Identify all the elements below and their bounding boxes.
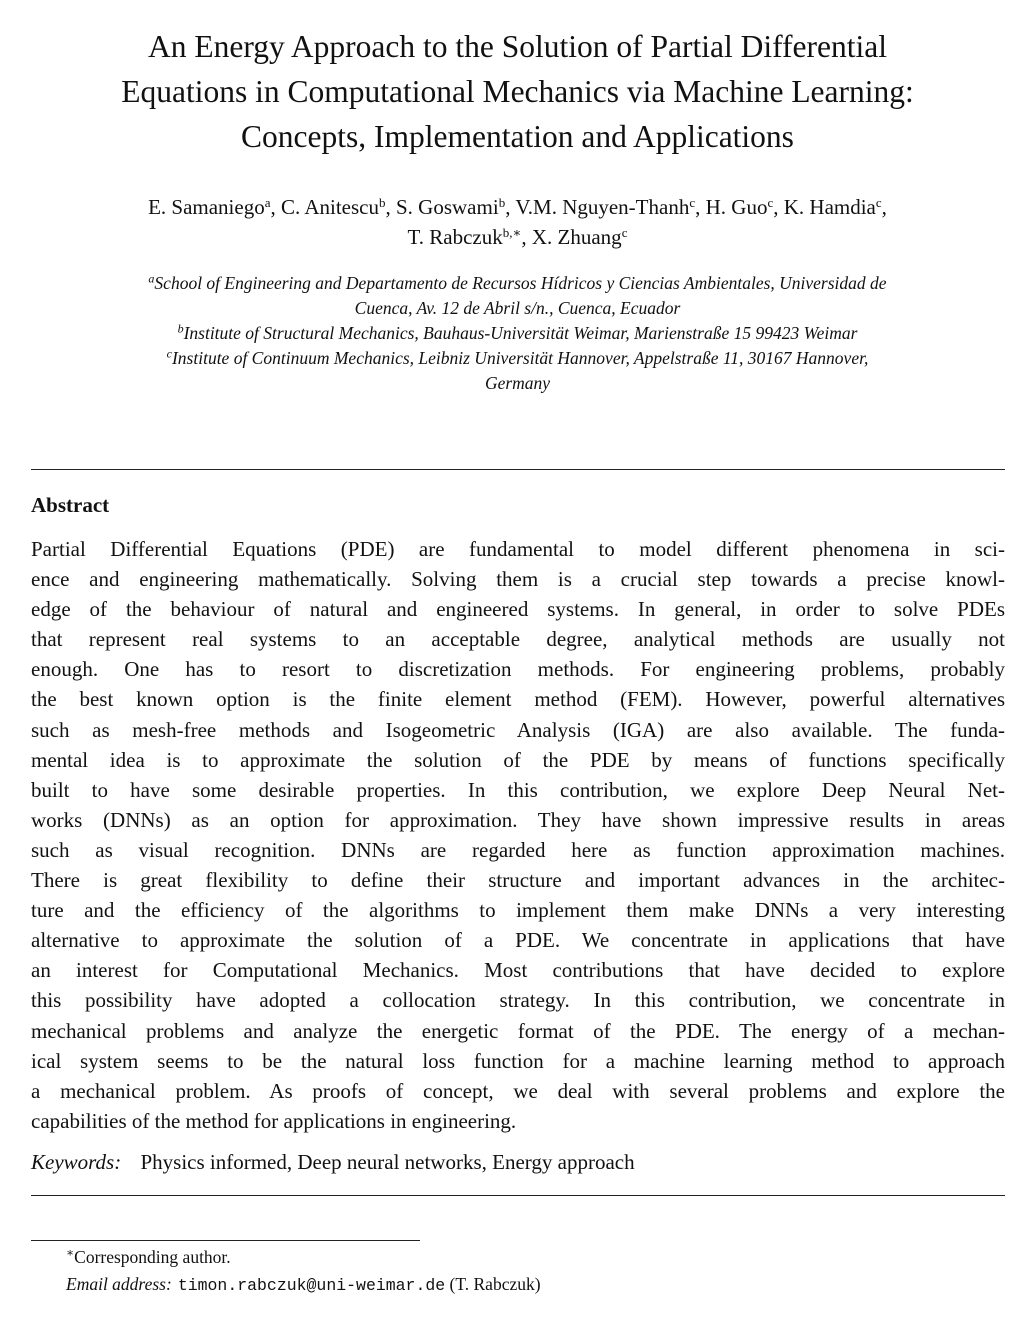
abstract-line: an interest for Computational Mechanics. Most contributions that have decided to explore bbox=[31, 958, 1005, 983]
abstract-line: ical system seems to be the natural loss function for a machine learning method to approach bbox=[31, 1048, 1005, 1073]
abstract-line: that represent real systems to an acceptable degree, analytical methods are usually not bbox=[31, 627, 1005, 652]
affiliation-line bbox=[30, 271, 1005, 296]
email-owner: (T. Rabczuk) bbox=[449, 1274, 541, 1294]
abstract-line: ture and the efficiency of the algorithms to implement them make DNNs a very interesting bbox=[31, 898, 1005, 923]
abstract-line: ence and engineering mathematically. Solving them is a crucial step towards a precise knowl- bbox=[31, 567, 1005, 592]
abstract-line: a mechanical problem. As proofs of concept, we deal with several problems and explore the bbox=[31, 1078, 1005, 1103]
abstract-line: mechanical problems and analyze the energetic format of the PDE. The energy of a mechan- bbox=[31, 1018, 1005, 1043]
abstract-body bbox=[31, 534, 1005, 1136]
affiliation-line bbox=[30, 346, 1005, 371]
title-line: Concepts, Implementation and Applications bbox=[241, 119, 794, 154]
footnote-mark: ∗ bbox=[66, 1245, 75, 1260]
abstract-line: such as mesh-free methods and Isogeometric Analysis (IGA) are also available. The funda- bbox=[31, 717, 1005, 742]
abstract-line: mental idea is to approximate the solution of the PDE by means of functions specifically bbox=[31, 747, 1005, 772]
author-affil-mark: c bbox=[689, 194, 696, 210]
author-name: H. Guo bbox=[705, 195, 768, 219]
abstract-line: built to have some desirable properties. In this contribution, we explore Deep Neural Net- bbox=[31, 777, 1005, 802]
abstract-line: Partial Differential Equations (PDE) are fundamental to model different phenomena in sci- bbox=[31, 537, 1005, 561]
author-list bbox=[20, 192, 1015, 252]
affiliation-text: Institute of Continuum Mechanics, Leibniz Universität Hannover, Appelstraße 11, 30167 Hannover, bbox=[171, 348, 869, 368]
author-line: T. Rabczuk$^{b,∗}$, X. Zhuang$^c$ bbox=[407, 224, 628, 249]
abstract-line: capabilities of the method for applications in engineering. bbox=[31, 1108, 517, 1133]
abstract-bottom-rule bbox=[31, 1195, 1005, 1196]
keywords bbox=[31, 1147, 635, 1177]
affiliation-line: Cuenca, Av. 12 de Abril s/n., Cuenca, Ecuador bbox=[354, 298, 681, 318]
author-name: V.M. Nguyen-Thanh bbox=[515, 195, 690, 219]
paper-title bbox=[40, 24, 995, 159]
email-note bbox=[66, 1271, 541, 1299]
author-affil-mark: c bbox=[875, 194, 882, 210]
affiliation-mark: b bbox=[177, 321, 184, 336]
affiliation-line: Germany bbox=[484, 373, 551, 393]
abstract-line: edge of the behaviour of natural and engineered systems. In general, in order to solve PDEs bbox=[31, 597, 1005, 622]
title-line: Equations in Computational Mechanics via Machine Learning: bbox=[121, 74, 914, 109]
author-affil-mark: c bbox=[621, 224, 628, 240]
abstract-line: alternative to approximate the solution of a PDE. We concentrate in applications that have bbox=[31, 928, 1005, 953]
email-address: timon.rabczuk@uni-weimar.de bbox=[177, 1276, 446, 1295]
author-line: E. Samaniego$^a$, C. Anitescu$^b$, S. Goswami$^b$, V.M. Nguyen-Thanh$^c$, H. Guo$^c$, K. Hamdia$^c$, bbox=[148, 194, 887, 219]
abstract-top-rule bbox=[31, 469, 1005, 470]
corresponding-author-note bbox=[66, 1244, 541, 1271]
author-name: C. Anitescu bbox=[281, 195, 379, 219]
abstract-line: works (DNNs) as an option for approximation. They have shown impressive results in areas bbox=[31, 807, 1005, 832]
affiliation-text: School of Engineering and Departamento de Recursos Hídricos y Ciencias Ambientales, Universidad de bbox=[154, 273, 887, 293]
author-affil-mark: a bbox=[264, 194, 271, 210]
author-name: E. Samaniego bbox=[148, 195, 265, 219]
affiliation-mark: c bbox=[166, 346, 172, 361]
email-label: Email address: bbox=[66, 1274, 172, 1294]
affiliation-mark: a bbox=[148, 271, 155, 286]
author-affil-mark: b,∗ bbox=[502, 224, 522, 240]
author-name: K. Hamdia bbox=[783, 195, 876, 219]
author-name: T. Rabczuk bbox=[407, 225, 503, 249]
author-affil-mark: b bbox=[379, 194, 386, 210]
affiliation-list bbox=[30, 271, 1005, 396]
footnote-text: Corresponding author. bbox=[74, 1247, 231, 1267]
title-line: An Energy Approach to the Solution of Partial Differential bbox=[148, 29, 887, 64]
author-name: X. Zhuang bbox=[531, 225, 622, 249]
affiliation-line bbox=[30, 321, 1005, 346]
author-name: S. Goswami bbox=[396, 195, 499, 219]
abstract-heading: Abstract bbox=[31, 493, 110, 517]
abstract-line: the best known option is the finite element method (FEM). However, powerful alternatives bbox=[31, 687, 1005, 712]
abstract-line: such as visual recognition. DNNs are regarded here as function approximation machines. bbox=[31, 837, 1005, 862]
keywords-label: Keywords: bbox=[31, 1150, 122, 1174]
keywords-text: Physics informed, Deep neural networks, Energy approach bbox=[140, 1150, 635, 1174]
abstract-line: this possibility have adopted a collocation strategy. In this contribution, we concentrate in bbox=[31, 988, 1005, 1013]
affiliation-text: Institute of Structural Mechanics, Bauhaus-Universität Weimar, Marienstraße 15 99423 Weimar bbox=[183, 323, 858, 343]
footnotes bbox=[66, 1244, 541, 1299]
abstract-line: There is great flexibility to define their structure and important advances in the architec- bbox=[31, 868, 1005, 893]
abstract-line: enough. One has to resort to discretization methods. For engineering problems, probably bbox=[31, 657, 1005, 682]
author-affil-mark: b bbox=[498, 194, 506, 210]
footnote-rule bbox=[31, 1240, 420, 1241]
author-affil-mark: c bbox=[767, 194, 774, 210]
